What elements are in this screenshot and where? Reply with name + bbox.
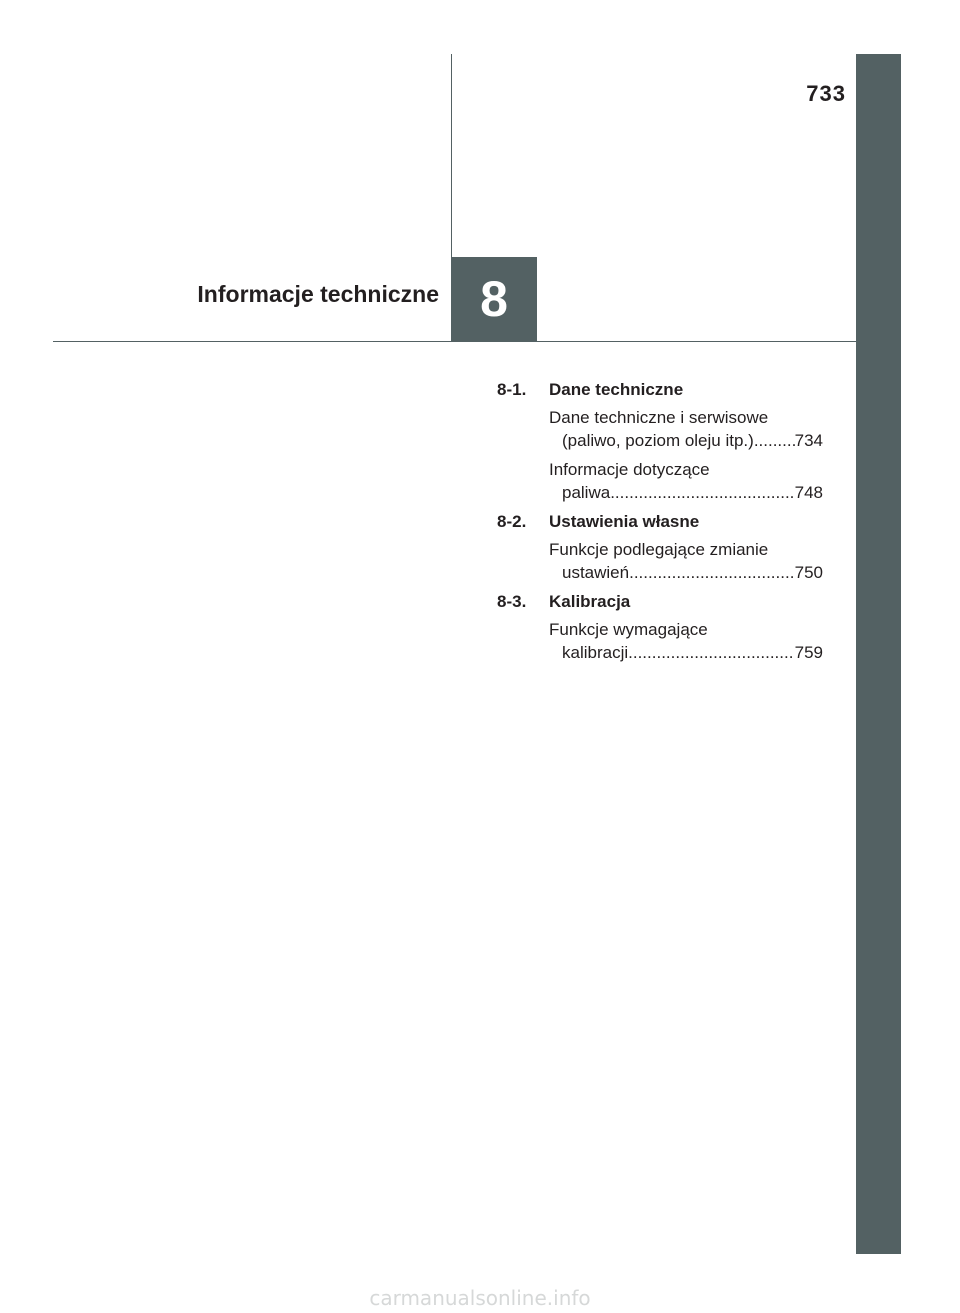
chapter-title: Informacje techniczne [197,281,439,307]
page-number: 733 [806,81,846,106]
entry-line1: Funkcje podlegające zmianie [549,540,769,559]
entry-line2: (paliwo, poziom oleju itp.) [562,431,754,450]
horizontal-rule [53,341,856,342]
entry-line2: ustawień [562,563,630,582]
entry-line2: paliwa [562,483,611,502]
toc-entry[interactable] [549,458,823,504]
dot-leader [754,429,795,452]
entry-line1: Dane techniczne i serwisowe [549,408,769,427]
toc-section-8-3[interactable] [497,590,823,613]
entry-page: 759 [794,643,823,662]
entry-line2: kalibracji [562,643,629,662]
section-title: Ustawienia własne [549,512,700,531]
toc-entry[interactable] [549,538,823,584]
entry-page: 734 [794,431,823,450]
toc-section-8-2[interactable] [497,510,823,533]
dot-leader [629,561,795,584]
section-number: 8-2. [497,512,527,531]
dot-leader [628,641,794,664]
section-number: 8-1. [497,380,527,399]
chapter-number-box: 8 [451,257,537,341]
section-title: Kalibracja [549,592,631,611]
entry-line1: Funkcje wymagające [549,620,708,639]
section-title: Dane techniczne [549,380,684,399]
dot-leader [610,481,794,504]
toc-entry[interactable] [549,618,823,664]
entry-page: 750 [794,563,823,582]
toc-entry[interactable] [549,406,823,452]
entry-page: 748 [794,483,823,502]
entry-line1: Informacje dotyczące [549,460,710,479]
table-of-contents [497,378,823,670]
watermark: carmanualsonline.info [369,1286,591,1310]
side-tab-bar [856,54,901,1254]
toc-section-8-1[interactable] [497,378,823,401]
section-number: 8-3. [497,592,527,611]
